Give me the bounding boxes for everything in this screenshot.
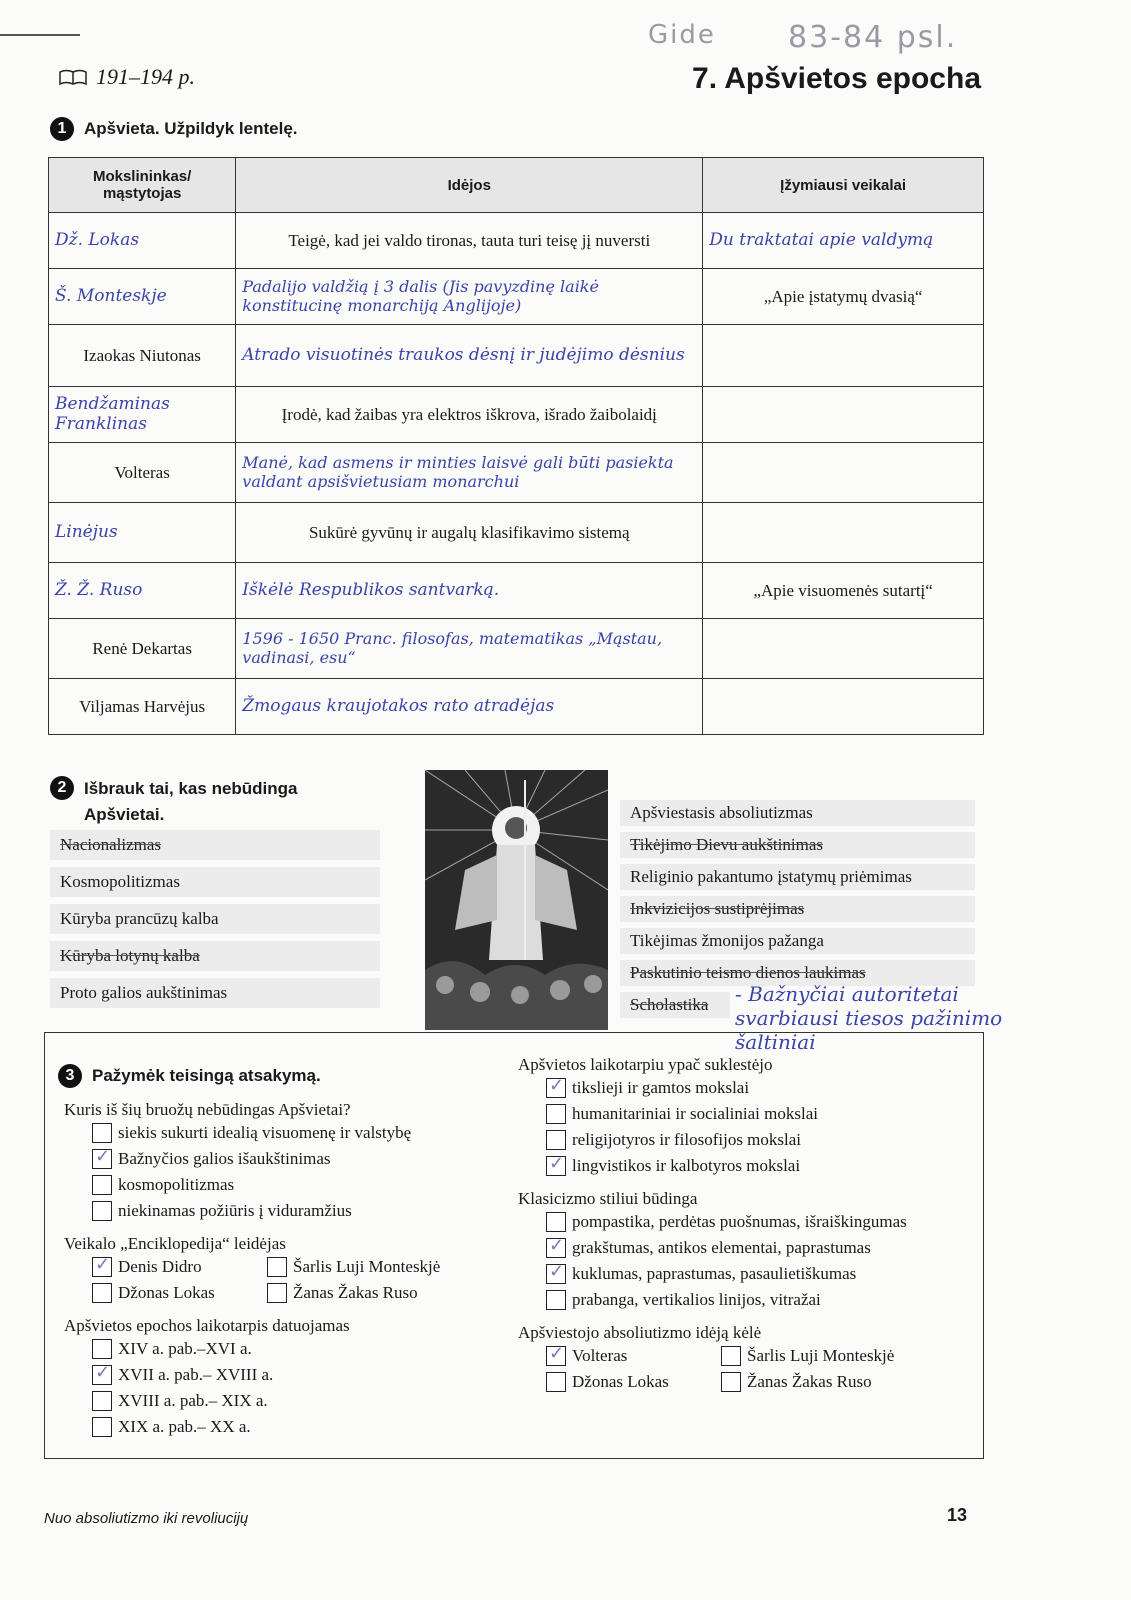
- task2-heading: [50, 776, 298, 828]
- list-item[interactable]: Nacionalizmas: [50, 830, 380, 860]
- checkbox[interactable]: [721, 1346, 741, 1366]
- checkbox[interactable]: [92, 1175, 112, 1195]
- list-item[interactable]: Kūryba lotynų kalba: [50, 941, 380, 971]
- pencil-note-pages: 83-84 psl.: [788, 20, 958, 55]
- answer-option[interactable]: [92, 1414, 494, 1440]
- answer-option[interactable]: [546, 1235, 973, 1261]
- table-row: [49, 563, 984, 619]
- answer-option[interactable]: [546, 1101, 973, 1127]
- cell-ideas[interactable]: Padalijo valdžią į 3 dalis (Jis pavyzdinę laikė konstitucinę monarchiją Anglijoje): [236, 269, 703, 325]
- checkbox[interactable]: [92, 1201, 112, 1221]
- list-item[interactable]: Paskutinio teismo dienos laukimas: [620, 960, 975, 986]
- table-header-row: [49, 158, 984, 213]
- checkbox[interactable]: [721, 1372, 741, 1392]
- footer-section-title: Nuo absoliutizmo iki revoliucijų: [44, 1510, 249, 1527]
- question-text: Apšvietos epochos laikotarpis datuojamas: [64, 1316, 350, 1335]
- task2-title-line2: Apšvietai.: [84, 805, 165, 824]
- question-text: Kuris iš šių bruožų nebūdingas Apšvietai?: [64, 1100, 351, 1119]
- checkbox-checked[interactable]: [546, 1238, 566, 1258]
- answer-option[interactable]: [546, 1287, 973, 1313]
- answer-option[interactable]: [721, 1343, 894, 1369]
- cell-works[interactable]: „Apie įstatymų dvasią“: [703, 269, 984, 325]
- checkbox[interactable]: [546, 1372, 566, 1392]
- checkbox-checked[interactable]: [546, 1078, 566, 1098]
- column-header-scientist: Mokslininkas/ mąstytojas: [49, 158, 236, 213]
- task2-title-line1: Išbrauk tai, kas nebūdinga: [84, 779, 298, 798]
- checkbox-checked[interactable]: [546, 1346, 566, 1366]
- pencil-note-source: Gide: [648, 20, 716, 50]
- checkbox[interactable]: [546, 1212, 566, 1232]
- answer-option[interactable]: [546, 1369, 721, 1395]
- list-item[interactable]: Tikėjimo Dievu aukštinimas: [620, 832, 975, 858]
- answer-option[interactable]: [721, 1369, 872, 1395]
- list-item[interactable]: Kūryba prancūzų kalba: [50, 904, 380, 934]
- cell-works[interactable]: „Apie visuomenės sutartį“: [703, 563, 984, 619]
- cell-works[interactable]: Du traktatai apie valdymą: [703, 213, 984, 269]
- task2-title: [84, 776, 298, 828]
- checkbox[interactable]: [92, 1283, 112, 1303]
- scan-mark: [0, 34, 80, 36]
- cell-ideas[interactable]: Manė, kad asmens ir minties laisvė gali būti pasiekta valdant apsišvietusiam monarchui: [236, 443, 703, 503]
- list-item[interactable]: Tikėjimas žmonijos pažanga: [620, 928, 975, 954]
- option-label: pompastika, perdėtas puošnumas, išraiškingumas: [572, 1212, 907, 1231]
- option-label: Džonas Lokas: [118, 1283, 215, 1302]
- option-label: Volteras: [572, 1346, 628, 1365]
- answer-option[interactable]: [267, 1254, 440, 1280]
- answer-option[interactable]: [546, 1209, 973, 1235]
- checkbox[interactable]: [546, 1130, 566, 1150]
- column-header-ideas: Idėjos: [236, 158, 703, 213]
- cell-scientist[interactable]: Bendžaminas Franklinas: [49, 387, 236, 443]
- answer-option[interactable]: [92, 1172, 494, 1198]
- checkbox[interactable]: [267, 1257, 287, 1277]
- option-label: humanitariniai ir socialiniai mokslai: [572, 1104, 818, 1123]
- task3-title: Pažymėk teisingą atsakymą.: [92, 1066, 321, 1085]
- answer-option[interactable]: [546, 1127, 973, 1153]
- cell-ideas[interactable]: Teigė, kad jei valdo tironas, tauta turi teisę jį nuversti: [236, 213, 703, 269]
- option-label: lingvistikos ir kalbotyros mokslai: [572, 1156, 801, 1175]
- option-label: prabanga, vertikalios linijos, vitražai: [572, 1290, 821, 1309]
- option-label: XVII a. pab.– XVIII a.: [118, 1365, 274, 1384]
- option-label: kuklumas, paprastumas, pasaulietiškumas: [572, 1264, 857, 1283]
- option-label: Žanas Žakas Ruso: [293, 1283, 418, 1302]
- option-label: XVIII a. pab.– XIX a.: [118, 1391, 268, 1410]
- task3-heading: [58, 1064, 321, 1088]
- answer-option[interactable]: [92, 1336, 494, 1362]
- list-item[interactable]: Religinio pakantumo įstatymų priėmimas: [620, 864, 975, 890]
- checkbox[interactable]: [546, 1104, 566, 1124]
- option-label: niekinamas požiūris į viduramžius: [118, 1201, 352, 1220]
- checkbox[interactable]: [92, 1391, 112, 1411]
- answer-option[interactable]: [546, 1153, 973, 1179]
- option-label: Bažnyčios galios išaukštinimas: [118, 1149, 331, 1168]
- task1-number: 1: [50, 117, 74, 141]
- cell-scientist[interactable]: Viljamas Harvėjus: [49, 679, 236, 735]
- cell-works[interactable]: [703, 679, 984, 735]
- cell-scientist[interactable]: Izaokas Niutonas: [49, 325, 236, 387]
- question-text: Apšviestojo absoliutizmo idėją kėlė: [518, 1323, 762, 1342]
- handwritten-note: - Bažnyčiai autoritetai svarbiausi tiesos pažinimo šaltiniai: [735, 982, 1003, 1054]
- cell-works[interactable]: [703, 387, 984, 443]
- checkbox[interactable]: [546, 1290, 566, 1310]
- page-reference: [58, 64, 195, 90]
- option-label: tikslieji ir gamtos mokslai: [572, 1078, 750, 1097]
- answer-option[interactable]: [92, 1120, 494, 1146]
- table-row: [49, 443, 984, 503]
- option-label: Denis Didro: [118, 1257, 202, 1276]
- list-item[interactable]: Scholastika: [620, 992, 730, 1018]
- column-header-works: Įžymiausi veikalai: [703, 158, 984, 213]
- table-row: [49, 269, 984, 325]
- checkbox-checked[interactable]: [92, 1149, 112, 1169]
- table-row: [49, 387, 984, 443]
- checkbox[interactable]: [92, 1123, 112, 1143]
- list-item[interactable]: Inkvizicijos sustiprėjimas: [620, 896, 975, 922]
- answer-option[interactable]: [92, 1388, 494, 1414]
- task3-left-column: [64, 1100, 494, 1440]
- cell-scientist[interactable]: Š. Monteskje: [49, 269, 236, 325]
- option-label: XIX a. pab.– XX a.: [118, 1417, 251, 1436]
- answer-option[interactable]: [546, 1261, 973, 1287]
- question-text: Apšvietos laikotarpiu ypač suklestėjo: [518, 1055, 773, 1074]
- checkbox-checked[interactable]: [92, 1365, 112, 1385]
- cell-scientist[interactable]: Ž. Ž. Ruso: [49, 563, 236, 619]
- option-label: Šarlis Luji Monteskjė: [747, 1346, 895, 1365]
- page-reference-text: 191–194 p.: [96, 64, 195, 89]
- list-item[interactable]: Kosmopolitizmas: [50, 867, 380, 897]
- option-label: Džonas Lokas: [572, 1372, 669, 1391]
- book-icon: [58, 68, 88, 86]
- option-label: Žanas Žakas Ruso: [747, 1372, 872, 1391]
- answer-option[interactable]: [546, 1075, 973, 1101]
- answer-option[interactable]: [92, 1198, 494, 1224]
- option-label: XIV a. pab.–XVI a.: [118, 1339, 252, 1358]
- answer-option[interactable]: [92, 1280, 267, 1306]
- cell-ideas[interactable]: 1596 - 1650 Pranc. filosofas, matematikas „Mąstau, vadinasi, esu“: [236, 619, 703, 679]
- checkbox[interactable]: [92, 1417, 112, 1437]
- task1-heading: [50, 117, 298, 141]
- cell-ideas[interactable]: Atrado visuotinės traukos dėsnį ir judėjimo dėsnius: [236, 325, 703, 387]
- checkbox-checked[interactable]: [546, 1156, 566, 1176]
- cell-scientist[interactable]: Dž. Lokas: [49, 213, 236, 269]
- task3-right-column: [518, 1055, 973, 1395]
- option-label: siekis sukurti idealią visuomenę ir valstybę: [118, 1123, 412, 1142]
- table-row: [49, 619, 984, 679]
- answer-option[interactable]: [267, 1280, 418, 1306]
- chapter-title: 7. Apšvietos epocha: [692, 62, 981, 95]
- answer-option[interactable]: [92, 1362, 494, 1388]
- task1-title: Apšvieta. Užpildyk lentelę.: [84, 119, 298, 138]
- cell-scientist[interactable]: Renė Dekartas: [49, 619, 236, 679]
- answer-option[interactable]: [92, 1146, 494, 1172]
- task2-left-list: [50, 830, 380, 1015]
- table-row: [49, 679, 984, 735]
- cell-scientist[interactable]: Volteras: [49, 443, 236, 503]
- checkbox-checked[interactable]: [92, 1257, 112, 1277]
- table-row: [49, 503, 984, 563]
- cell-ideas[interactable]: Sukūrė gyvūnų ir augalų klasifikavimo sistemą: [236, 503, 703, 563]
- answer-option[interactable]: [546, 1343, 721, 1369]
- task3-number: 3: [58, 1064, 82, 1088]
- option-label: religijotyros ir filosofijos mokslai: [572, 1130, 802, 1149]
- option-label: Šarlis Luji Monteskjė: [293, 1257, 441, 1276]
- list-item[interactable]: Apšviestasis absoliutizmas: [620, 800, 975, 826]
- table-row: [49, 325, 984, 387]
- cell-ideas[interactable]: Įrodė, kad žaibas yra elektros iškrova, išrado žaibolaidį: [236, 387, 703, 443]
- task2-number: 2: [50, 776, 74, 800]
- engraving-image: [425, 770, 608, 1030]
- cell-works[interactable]: [703, 619, 984, 679]
- cell-scientist[interactable]: Linėjus: [49, 503, 236, 563]
- cell-ideas[interactable]: Žmogaus kraujotakos rato atradėjas: [236, 679, 703, 735]
- answer-option[interactable]: [92, 1254, 267, 1280]
- list-item[interactable]: Proto galios aukštinimas: [50, 978, 380, 1008]
- cell-works[interactable]: [703, 443, 984, 503]
- option-label: kosmopolitizmas: [118, 1175, 235, 1194]
- cell-works[interactable]: [703, 503, 984, 563]
- question-text: Klasicizmo stiliui būdinga: [518, 1189, 698, 1208]
- scientists-table: [48, 157, 984, 735]
- option-label: grakštumas, antikos elementai, paprastumas: [572, 1238, 871, 1257]
- checkbox[interactable]: [92, 1339, 112, 1359]
- question-text: Veikalo „Enciklopedija“ leidėjas: [64, 1234, 286, 1253]
- checkbox-checked[interactable]: [546, 1264, 566, 1284]
- checkbox[interactable]: [267, 1283, 287, 1303]
- cell-ideas[interactable]: Iškėlė Respublikos santvarką.: [236, 563, 703, 619]
- page-number: 13: [947, 1505, 968, 1525]
- cell-works[interactable]: [703, 325, 984, 387]
- table-row: [49, 213, 984, 269]
